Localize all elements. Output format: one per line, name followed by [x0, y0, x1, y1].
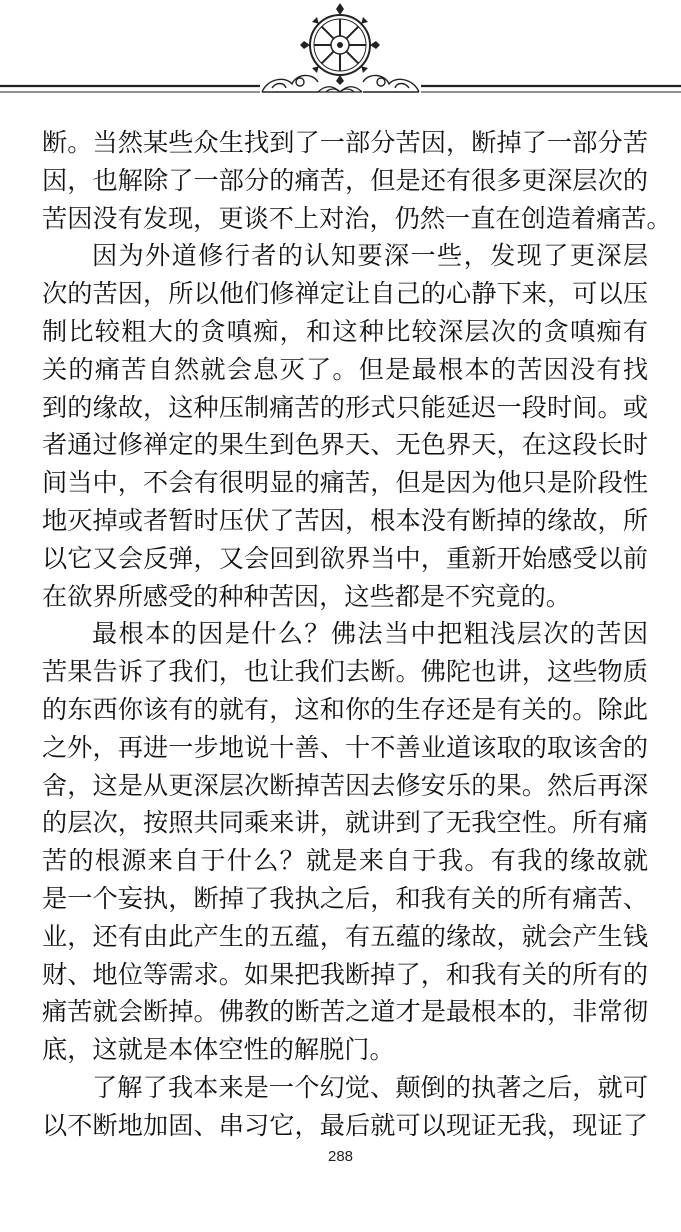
text-line: 痛苦就会断掉。佛教的断苦之道才是最根本的，非常彻 — [42, 997, 648, 1027]
text-line: 的层次，按照共同乘来讲，就讲到了无我空性。所有痛 — [42, 808, 648, 838]
text-line: 最根本的因是什么？佛法当中把粗浅层次的苦因 — [92, 619, 648, 649]
text-line: 以不断地加固、串习它，最后就可以现证无我，现证了 — [42, 1110, 648, 1140]
text-line: 因，也解除了一部分的痛苦，但是还有很多更深层次的 — [42, 165, 648, 195]
text-line: 苦因没有发现，更谈不上对治，仍然一直在创造着痛苦。 — [42, 203, 672, 233]
text-line: 舍，这是从更深层次断掉苦因去修安乐的果。然后再深 — [42, 770, 648, 800]
left-cloud-icon — [262, 75, 318, 92]
text-line: 关的痛苦自然就会息灭了。但是最根本的苦因没有找 — [42, 354, 648, 384]
text-line: 次的苦因，所以他们修禅定让自己的心静下来，可以压 — [42, 279, 648, 309]
text-line: 以它又会反弹，又会回到欲界当中，重新开始感受以前 — [42, 543, 648, 573]
text-line: 断。当然某些众生找到了一部分苦因，断掉了一部分苦 — [42, 128, 648, 157]
text-line: 间当中，不会有很明显的痛苦，但是因为他只是阶段性 — [42, 468, 648, 498]
text-line: 的东西你该有的就有，这和你的生存还是有关的。除此 — [42, 694, 648, 724]
right-cloud-icon — [363, 75, 419, 92]
page-header-ornament — [0, 0, 681, 110]
text-line: 在欲界所感受的种种苦因，这些都是不究竟的。 — [42, 581, 571, 611]
lotus-base-icon — [318, 87, 362, 92]
text-line: 财、地位等需求。如果把我断掉了，和我有关的所有的 — [42, 959, 648, 989]
text-line: 者通过修禅定的果生到色界天、无色界天，在这段长时 — [42, 430, 648, 460]
dharma-wheel-icon — [300, 3, 380, 85]
text-line: 之外，再进一步地说十善、十不善业道该取的取该舍的 — [42, 732, 648, 762]
header-decoration — [0, 0, 681, 110]
text-line: 制比较粗大的贪嗔痴，和这种比较深层次的贪嗔痴有 — [42, 316, 648, 346]
text-line: 苦的根源来自于什么？就是来自于我。有我的缘故就 — [42, 846, 648, 876]
text-line: 因为外道修行者的认知要深一些，发现了更深层 — [92, 241, 648, 271]
page-number: 288 — [327, 1148, 354, 1165]
text-line: 底，这就是本体空性的解脱门。 — [42, 1035, 395, 1065]
text-line: 了解了我本来是一个幻觉、颠倒的执著之后，就可 — [92, 1072, 648, 1102]
page-body-text — [42, 124, 672, 1145]
text-line: 是一个妄执，断掉了我执之后，和我有关的所有痛苦、 — [42, 883, 648, 913]
text-line: 业，还有由此产生的五蕴，有五蕴的缘故，就会产生钱 — [42, 921, 648, 951]
text-line: 地灭掉或者暂时压伏了苦因，根本没有断掉的缘故，所 — [42, 505, 648, 535]
text-line: 到的缘故，这种压制痛苦的形式只能延迟一段时间。或 — [42, 392, 648, 422]
text-line: 苦果告诉了我们，也让我们去断。佛陀也讲，这些物质 — [42, 657, 648, 687]
